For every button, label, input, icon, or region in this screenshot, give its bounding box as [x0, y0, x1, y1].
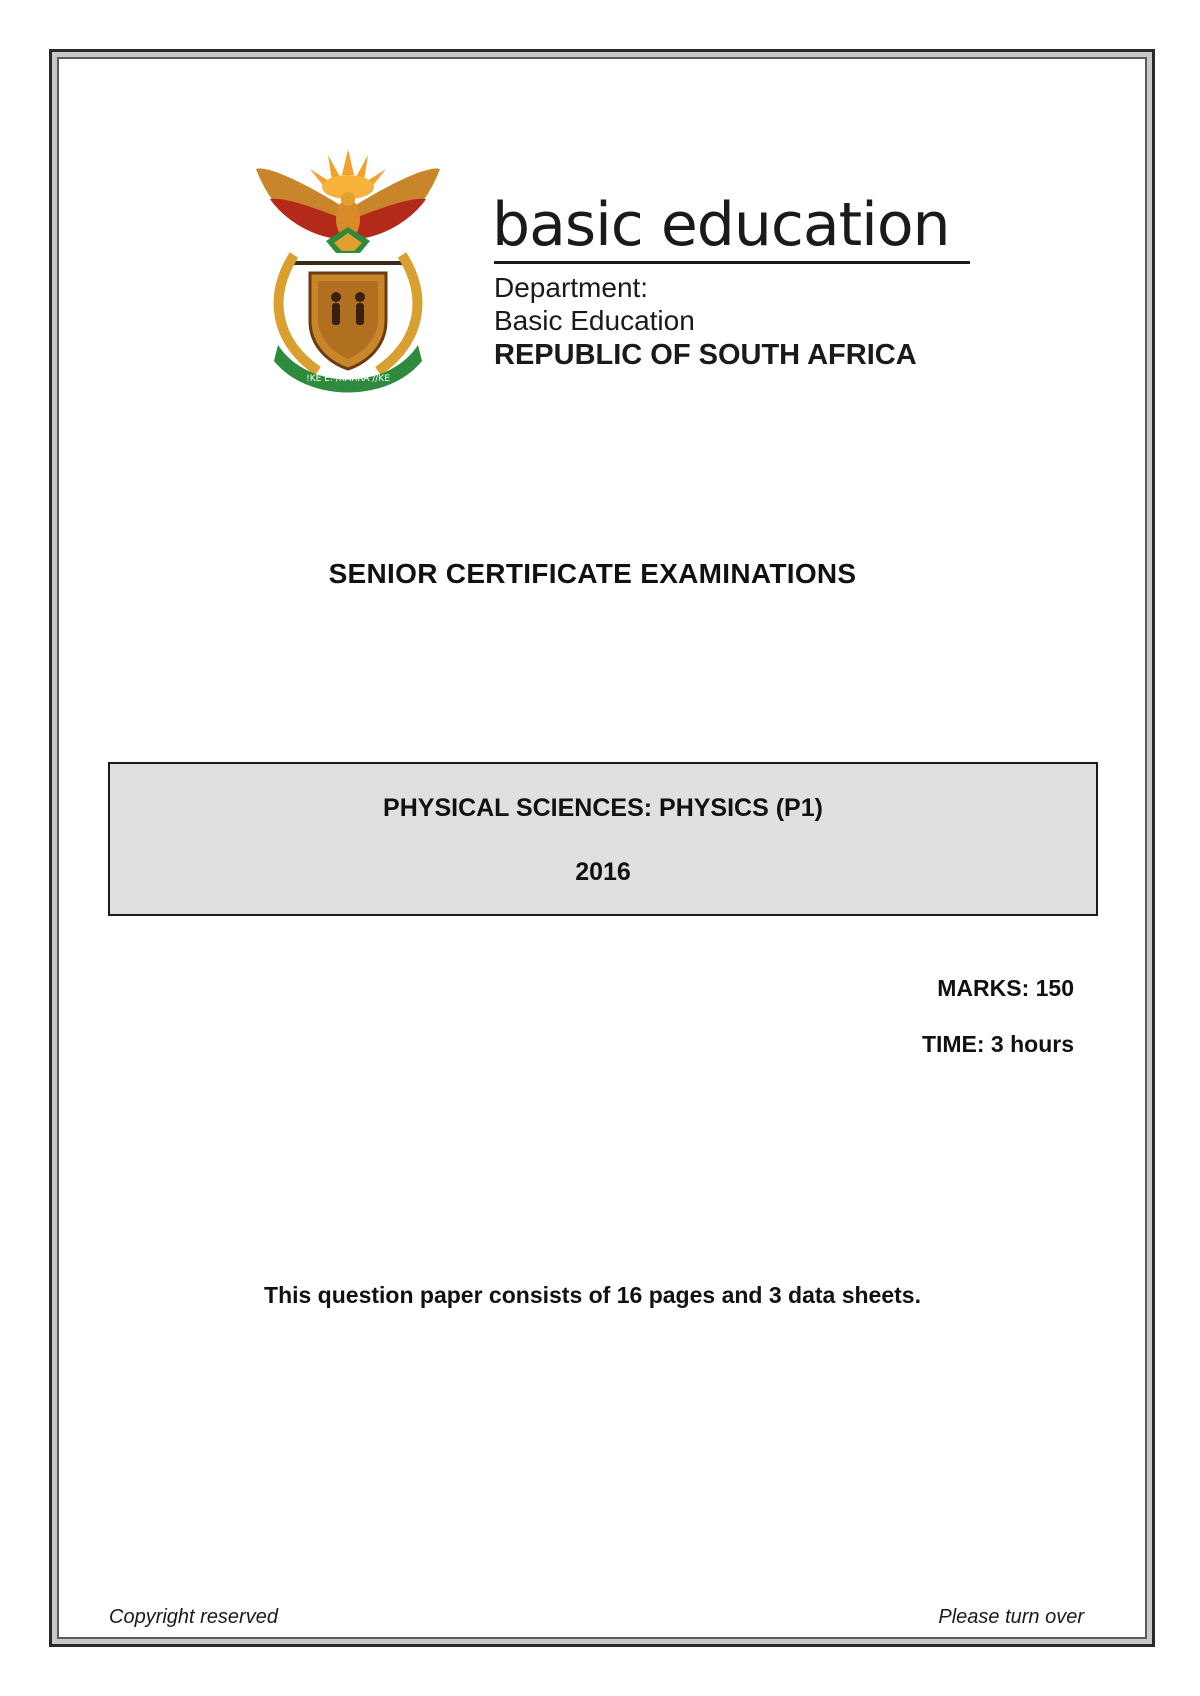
subject-box: [108, 762, 1098, 916]
crest-motto: !KE E: /XARRA //KE: [306, 374, 390, 384]
paper-composition-note: This question paper consists of 16 pages and 3 data sheets.: [264, 1282, 921, 1308]
exam-year: 2016: [575, 858, 631, 886]
marks-total: MARKS: 150: [937, 975, 1074, 1001]
brand-divider: [494, 261, 970, 264]
rising-sun-icon: [310, 149, 386, 199]
coat-of-arms-icon: [248, 145, 448, 395]
department-label: Department:: [494, 272, 649, 303]
exam-title: SENIOR CERTIFICATE EXAMINATIONS: [328, 558, 857, 589]
footer-turn-over: Please turn over: [938, 1606, 1084, 1628]
subject-name: PHYSICAL SCIENCES: PHYSICS (P1): [383, 794, 823, 822]
department-name: Basic Education: [494, 305, 695, 336]
country-name: REPUBLIC OF SOUTH AFRICA: [494, 339, 917, 371]
footer-copyright: Copyright reserved: [109, 1606, 278, 1628]
brand-title: basic education: [492, 190, 950, 260]
time-allowed: TIME: 3 hours: [921, 1031, 1074, 1057]
